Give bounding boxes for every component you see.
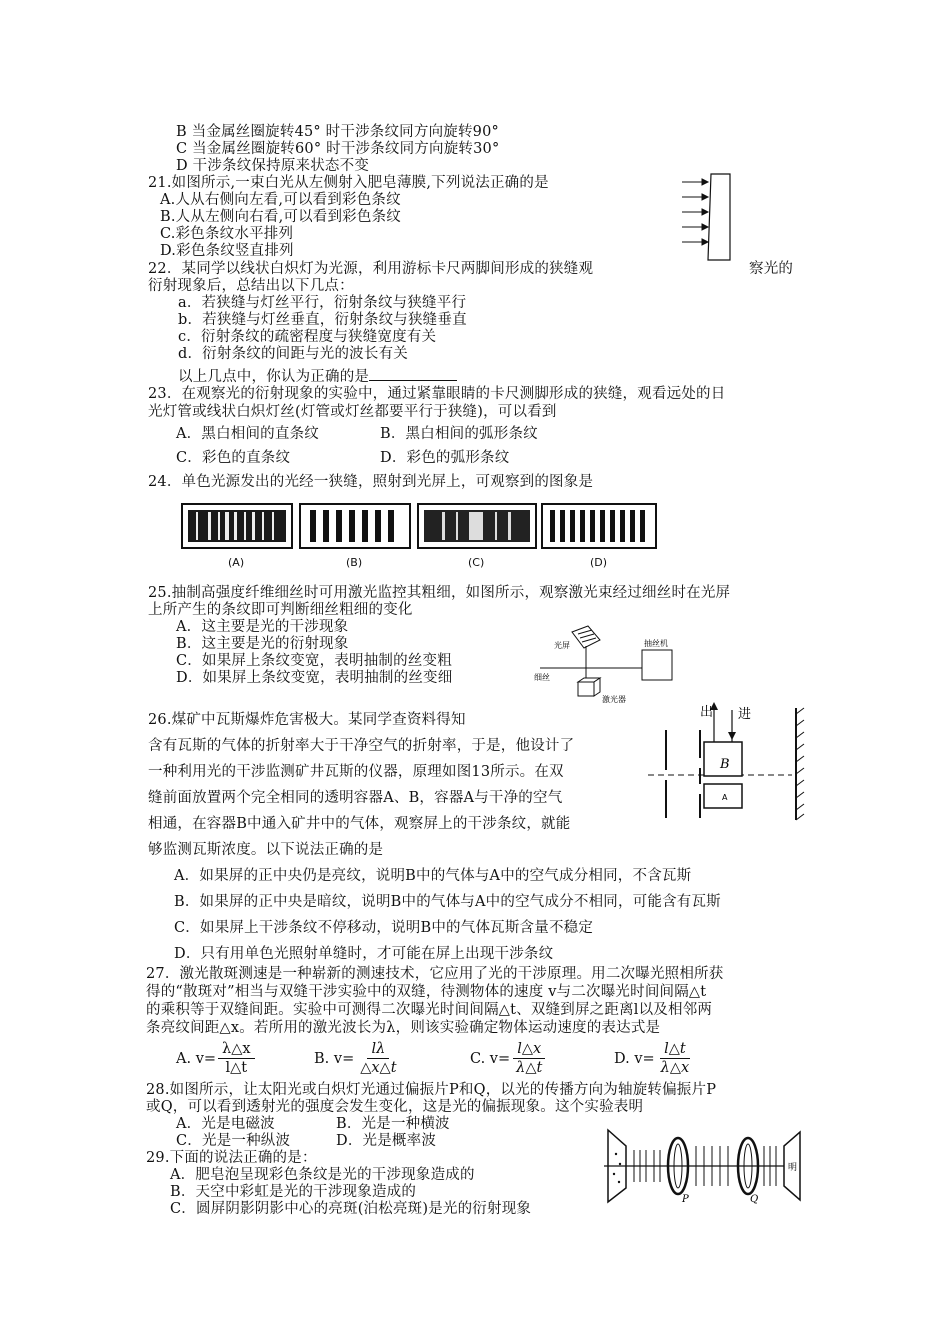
q28-option-a: A．光是电磁波 xyxy=(176,1116,275,1132)
soap-film-figure xyxy=(678,170,748,265)
q22-item-b: b．若狭缝与灯丝垂直，衍射条纹与狭缝垂直 xyxy=(178,312,467,328)
q21-option-c: C.彩色条纹水平排列 xyxy=(160,226,294,242)
q27-stem-line3: 的乘积等于双缝间距。实验中可测得二次曝光时间间隔△t、双缝到屏之距离l以及相邻两 xyxy=(146,1002,713,1018)
q27-option-b-denominator: △x△t xyxy=(360,1060,397,1076)
q21-option-d: D.彩色条纹竖直排列 xyxy=(160,243,294,259)
q28-option-b: B．光是一种横波 xyxy=(336,1116,450,1132)
fig-out-label: 出 xyxy=(700,705,714,720)
pattern-label-c: (C) xyxy=(468,556,485,569)
q27-stem-line2: 得的“散斑对”相当与双缝干涉实验中的双缝，待测物体的速度 v与二次曝光时间间隔△t xyxy=(146,984,707,1000)
q28-option-c: C．光是一种纵波 xyxy=(176,1133,291,1149)
q28-stem-line2: 或Q，可以看到透射光的强度会发生变化，这是光的偏振现象。这个实验表明 xyxy=(146,1099,644,1115)
gas-detector-figure xyxy=(644,700,844,825)
q26-option-a: A．如果屏的正中央仍是亮纹，说明B中的气体与A中的空气成分相同，不含瓦斯 xyxy=(174,868,692,884)
q26-option-c: C．如果屏上干涉条纹不停移动，说明B中的气体瓦斯含量不稳定 xyxy=(174,920,594,936)
q27-option-c-prefix: C. v= xyxy=(470,1050,511,1067)
q26-stem-line1: 26.煤矿中瓦斯爆炸危害极大。某同学查资料得知 xyxy=(148,712,466,728)
q25-option-a: A．这主要是光的干涉现象 xyxy=(176,619,349,635)
q27-option-d-prefix: D. v= xyxy=(614,1050,655,1067)
fig-machine-label: 抽丝机 xyxy=(644,639,668,648)
fig-bright-label: 明 xyxy=(788,1163,798,1173)
fig-laser-label: 激光器 xyxy=(602,695,626,704)
diffraction-patterns-figure xyxy=(180,500,660,554)
q26-stem-line2: 含有瓦斯的气体的折射率大于干净空气的折射率，于是，他设计了 xyxy=(148,738,575,754)
q27-option-c-numerator: l△x xyxy=(513,1040,545,1059)
q23-stem-line1: 23．在观察光的衍射现象的实验中，通过紧靠眼睛的卡尺测脚形成的狭缝，观看远处的日 xyxy=(148,386,726,402)
pattern-label-d: (D) xyxy=(590,556,608,569)
q26-option-b: B．如果屏的正中央是暗纹，说明B中的气体与A中的空气成分不相同，可能含有瓦斯 xyxy=(174,894,721,910)
q20-option-c: C 当金属丝圈旋转60° 时干涉条纹同方向旋转30° xyxy=(176,141,500,157)
q27-option-a xyxy=(176,1040,255,1077)
answer-blank[interactable] xyxy=(369,368,457,381)
q27-option-b xyxy=(314,1040,401,1077)
q27-option-d-denominator: λ△x xyxy=(660,1060,690,1076)
polarizer-figure xyxy=(604,1124,804,1204)
q26-stem-line6: 够监测瓦斯浓度。以下说法正确的是 xyxy=(148,842,384,858)
q21-stem: 21.如图所示,一束白光从左侧射入肥皂薄膜,下列说法正确的是 xyxy=(148,175,549,191)
q23-option-a: A．黑白相间的直条纹 xyxy=(176,426,319,442)
q26-stem-line3: 一种利用光的干涉监测矿井瓦斯的仪器，原理如图13所示。在双 xyxy=(148,764,564,780)
q22-stem-line1: 22．某同学以线状白炽灯为光源，利用游标卡尺两脚间形成的狭缝观 xyxy=(148,261,594,277)
q29-option-c: C．圆屏阴影阴影中心的亮斑(泊松亮斑)是光的衍射现象 xyxy=(170,1201,532,1217)
q25-stem-line2: 上所产生的条纹即可判断细丝粗细的变化 xyxy=(148,602,413,618)
q27-option-d-numerator: l△t xyxy=(660,1040,690,1059)
q23-option-b: B．黑白相间的弧形条纹 xyxy=(380,426,538,442)
q29-option-b: B．天空中彩虹是光的干涉现象造成的 xyxy=(170,1184,417,1200)
fig-in-label: 进 xyxy=(738,707,752,722)
q23-stem-line2: 光灯管或线状白炽灯丝(灯管或灯丝都要平行于狭缝)，可以看到 xyxy=(148,404,557,420)
fig-container-a-label: A xyxy=(722,793,728,802)
q26-stem-line5: 相通，在容器B中通入矿井中的气体，观察屏上的干涉条纹，就能 xyxy=(148,816,571,832)
fig-screen-label: 光屏 xyxy=(554,641,570,650)
q27-option-a-numerator: λ△x xyxy=(218,1040,255,1059)
q28-option-d: D．光是概率波 xyxy=(336,1133,437,1149)
q25-stem-line1: 25.抽制高强度纤维细丝时可用激光监控其粗细，如图所示，观察激光束经过细丝时在光屏 xyxy=(148,585,731,601)
q22-question xyxy=(178,368,457,386)
q25-option-d: D．如果屏上条纹变宽，表明抽制的丝变细 xyxy=(176,670,453,686)
q27-option-c xyxy=(470,1040,546,1077)
fig-polarizer-q-label: Q xyxy=(750,1194,759,1204)
q20-option-d: D 干涉条纹保持原来状态不变 xyxy=(176,158,370,174)
laser-wire-figure xyxy=(530,622,690,706)
q25-option-b: B．这主要是光的衍射现象 xyxy=(176,636,349,652)
q22-item-d: d．衍射条纹的间距与光的波长有关 xyxy=(178,346,408,362)
q22-item-a: a．若狭缝与灯丝平行，衍射条纹与狭缝平行 xyxy=(178,295,467,311)
q27-option-a-denominator: l△t xyxy=(225,1060,248,1076)
pattern-d xyxy=(542,504,656,548)
pattern-label-b: (B) xyxy=(346,556,363,569)
q25-option-c: C．如果屏上条纹变宽，表明抽制的丝变粗 xyxy=(176,653,452,669)
fig-container-b-label: B xyxy=(720,757,730,772)
q22-stem-line2: 衍射现象后，总结出以下几点： xyxy=(148,278,354,294)
pattern-label-a: (A) xyxy=(228,556,245,569)
q27-option-b-numerator: lλ xyxy=(367,1040,389,1059)
q22-question-text: 以上几点中，你认为正确的是 xyxy=(178,369,370,385)
q21-option-a: A.人从右侧向左看,可以看到彩色条纹 xyxy=(160,192,401,208)
q28-stem-line1: 28.如图所示，让太阳光或白炽灯光通过偏振片P和Q，以光的传播方向为轴旋转偏振片P xyxy=(146,1082,717,1098)
q27-option-b-prefix: B. v= xyxy=(314,1050,355,1067)
pattern-c xyxy=(418,504,536,548)
fig-wire-label: 细丝 xyxy=(534,673,550,682)
q21-option-b: B.人从左侧向右看,可以看到彩色条纹 xyxy=(160,209,401,225)
q20-option-b: B 当金属丝圈旋转45° 时干涉条纹同方向旋转90° xyxy=(176,124,499,140)
q26-stem-line4: 缝前面放置两个完全相同的透明容器A、B，容器A与干净的空气 xyxy=(148,790,563,806)
pattern-b xyxy=(300,504,410,548)
q27-stem-line4: 条亮纹间距△x。若所用的激光波长为λ，则该实验确定物体运动速度的表达式是 xyxy=(146,1020,661,1036)
q27-option-a-prefix: A. v= xyxy=(176,1050,217,1067)
q27-option-c-denominator: λ△t xyxy=(516,1060,543,1076)
q22-stem-line1-end: 察光的 xyxy=(749,261,794,277)
q29-stem: 29.下面的说法正确的是： xyxy=(146,1150,317,1166)
q27-option-d xyxy=(614,1040,693,1077)
q26-option-d: D．只有用单色光照射单缝时，才可能在屏上出现干涉条纹 xyxy=(174,946,554,962)
q23-option-c: C．彩色的直条纹 xyxy=(176,450,291,466)
q27-stem-line1: 27．激光散斑测速是一种崭新的测速技术，它应用了光的干涉原理。用二次曝光照相所获 xyxy=(146,966,724,982)
q22-item-c: c．衍射条纹的疏密程度与狭缝宽度有关 xyxy=(178,329,437,345)
fig-polarizer-p-label: P xyxy=(682,1194,689,1204)
q23-option-d: D．彩色的弧形条纹 xyxy=(380,450,510,466)
q29-option-a: A．肥皂泡呈现彩色条纹是光的干涉现象造成的 xyxy=(170,1167,475,1183)
pattern-a xyxy=(182,504,292,548)
q24-stem: 24．单色光源发出的光经一狭缝，照射到光屏上，可观察到的图象是 xyxy=(148,474,594,490)
